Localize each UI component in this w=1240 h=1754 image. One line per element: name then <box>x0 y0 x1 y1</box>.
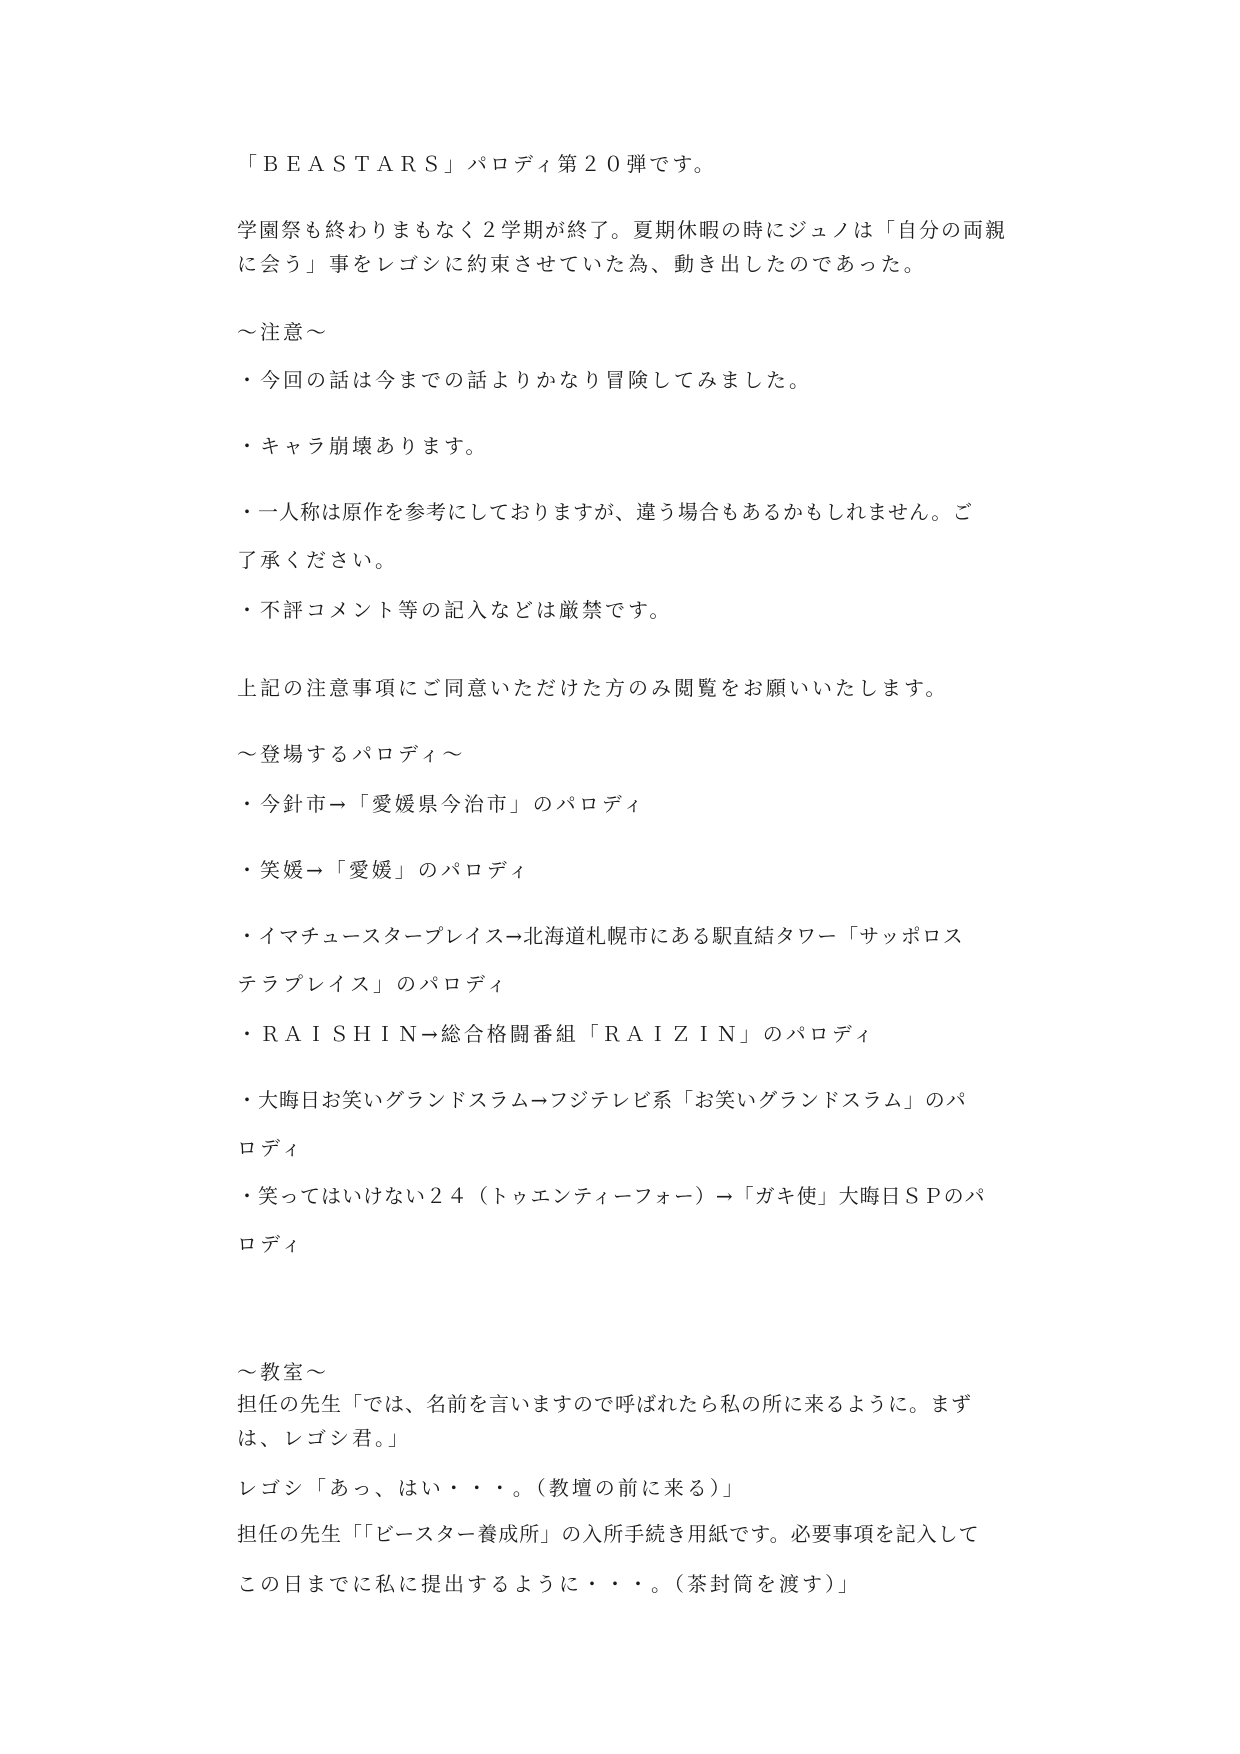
notice-item: ・不評コメント等の記入などは厳禁です。 <box>237 598 673 622</box>
dialogue-line: レゴシ「あっ、はい・・・。（教壇の前に来る）」 <box>237 1476 746 1500</box>
dialogue-line: は、レゴシ君。」 <box>237 1426 411 1450</box>
parody-item: ・今針市→「愛媛県今治市」のパロディ <box>237 792 647 816</box>
notice-item: ・今回の話は今までの話よりかなり冒険してみました。 <box>237 368 812 392</box>
parody-item: ロディ <box>237 1232 305 1256</box>
parody-item: ・笑ってはいけない２４（トゥエンティーフォー）→「ガキ使」大晦日ＳＰのパ <box>237 1184 986 1208</box>
parody-item: ロディ <box>237 1136 305 1160</box>
intro-line: 「ＢＥＡＳＴＡＲＳ」パロディ第２０弾です。 <box>237 152 717 176</box>
notice-item: 了承ください。 <box>237 548 398 572</box>
synopsis-line: に会う」事をレゴシに約束させていた為、動き出したのであった。 <box>237 252 927 276</box>
consent-line: 上記の注意事項にご同意いただけた方のみ閲覧をお願いいたします。 <box>237 676 949 700</box>
parody-item: ・笑媛→「愛媛」のパロディ <box>237 858 532 882</box>
scene-heading: ～教室～ <box>237 1360 329 1384</box>
parody-heading: ～登場するパロディ～ <box>237 742 466 766</box>
notice-heading: ～注意～ <box>237 320 329 344</box>
parody-item: ・ＲＡＩＳＨＩＮ→総合格闘番組「ＲＡＩＺＩＮ」のパロディ <box>237 1022 877 1046</box>
synopsis-line: 学園祭も終わりまもなく２学期が終了。夏期休暇の時にジュノは「自分の両親 <box>237 218 1007 242</box>
parody-item: テラプレイス」のパロディ <box>237 972 510 996</box>
notice-item: ・一人称は原作を参考にしておりますが、違う場合もあるかもしれません。ご <box>237 500 974 524</box>
parody-item: ・大晦日お笑いグランドスラム→フジテレビ系「お笑いグランドスラム」のパ <box>237 1088 967 1112</box>
dialogue-line: この日までに私に提出するように・・・。（茶封筒を渡す）」 <box>237 1572 861 1596</box>
dialogue-line: 担任の先生「「ビースター養成所」の入所手続き用紙です。必要事項を記入して <box>237 1522 980 1546</box>
parody-item: ・イマチュースタープレイス→北海道札幌市にある駅直結タワー「サッポロス <box>237 924 964 948</box>
dialogue-line: 担任の先生「では、名前を言いますので呼ばれたら私の所に来るように。まず <box>237 1392 972 1416</box>
notice-item: ・キャラ崩壊あります。 <box>237 434 489 458</box>
